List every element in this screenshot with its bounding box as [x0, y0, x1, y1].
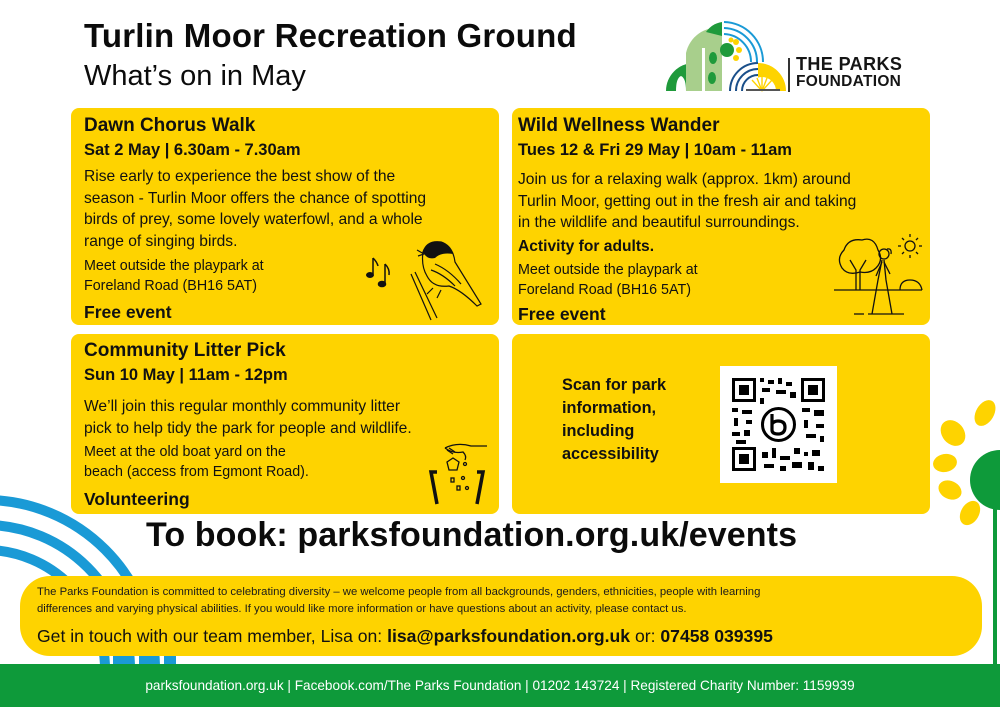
- contact-prefix: Get in touch with our team member, Lisa on:: [37, 626, 388, 646]
- event-card-community-litter-pick: [71, 334, 499, 514]
- event-card-dawn-chorus-walk: [71, 108, 499, 325]
- contact-email-link[interactable]: lisa@parksfoundation.org.uk: [387, 626, 631, 646]
- meet-line: Foreland Road (BH16 5AT): [84, 277, 257, 294]
- logo-wordmark: [796, 56, 902, 90]
- description-line: in the wildlife and beautiful surroundings.: [518, 214, 800, 231]
- event-title: Community Litter Pick: [84, 340, 286, 361]
- event-title: Dawn Chorus Walk: [84, 115, 256, 136]
- qr-code[interactable]: [720, 366, 837, 483]
- meet-line: Meet at the old boat yard on the: [84, 444, 286, 460]
- meet-line: Meet outside the playpark at: [518, 262, 698, 278]
- meet-line: Meet outside the playpark at: [84, 258, 264, 274]
- contact-separator: or:: [630, 626, 661, 646]
- event-audience: Activity for adults.: [518, 238, 655, 255]
- event-type: Free event: [518, 304, 606, 324]
- description-line: birds of prey, some lovely waterfowl, and a whole: [84, 211, 423, 228]
- logo-mark-icon: [664, 18, 788, 96]
- booking-link[interactable]: To book: parksfoundation.org.uk/events: [146, 516, 798, 554]
- description-line: We’ll join this regular monthly community litter: [84, 398, 401, 415]
- qr-label-line: accessibility: [562, 445, 659, 463]
- footer-bar: [0, 664, 1000, 707]
- description-line: Rise early to experience the best show of the: [84, 168, 396, 185]
- event-type: Free event: [84, 302, 172, 322]
- qr-code-icon: [720, 366, 837, 483]
- diversity-statement: [37, 584, 760, 617]
- event-meeting-point: [518, 261, 698, 300]
- qr-label: [562, 374, 702, 466]
- litter-bin-icon: [423, 440, 493, 510]
- event-date: Sat 2 May | 6.30am - 7.30am: [84, 141, 301, 159]
- description-line: pick to help tidy the park for people and wildlife.: [84, 419, 412, 437]
- event-description: [518, 169, 856, 234]
- bird-icon: [361, 234, 491, 322]
- event-meeting-point: [84, 443, 309, 482]
- statement-line: The Parks Foundation is committed to celebrating diversity – we welcome people from all backgrounds, genders, ethnicities, people with learning: [37, 586, 761, 598]
- logo-divider: [788, 58, 790, 92]
- description-line: Turlin Moor, getting out in the fresh air and taking: [518, 192, 857, 210]
- page-subtitle: What’s on in May: [84, 60, 306, 92]
- walker-icon: [834, 228, 926, 320]
- description-line: Join us for a relaxing walk (approx. 1km) around: [518, 171, 851, 188]
- parks-foundation-logo: [664, 18, 924, 96]
- event-date: Sun 10 May | 11am - 12pm: [84, 366, 288, 384]
- description-line: range of singing birds.: [84, 232, 238, 250]
- qr-label-line: Scan for park: [562, 376, 667, 394]
- event-type: Volunteering: [84, 489, 190, 509]
- logo-line-1: THE PARKS: [796, 54, 903, 74]
- page-title: Turlin Moor Recreation Ground: [84, 17, 577, 54]
- meet-line: beach (access from Egmont Road).: [84, 463, 309, 480]
- description-line: season - Turlin Moor offers the chance of spotting: [84, 189, 427, 207]
- event-description: [84, 396, 412, 439]
- event-title: Wild Wellness Wander: [518, 115, 720, 136]
- event-card-wild-wellness-wander: [512, 108, 930, 325]
- contact-line: [37, 626, 773, 647]
- info-panel: [20, 576, 982, 656]
- qr-label-line: including: [562, 422, 635, 440]
- contact-phone-link[interactable]: 07458 039395: [660, 626, 773, 646]
- qr-label-line: information,: [562, 399, 657, 417]
- event-meeting-point: [84, 257, 264, 296]
- event-date: Tues 12 & Fri 29 May | 10am - 11am: [518, 141, 792, 159]
- statement-line: differences and varying physical abilities. If you would like more information or have questions about an activity, please contact us.: [37, 602, 687, 615]
- meet-line: Foreland Road (BH16 5AT): [518, 281, 691, 298]
- footer-text: parksfoundation.org.uk | Facebook.com/The Parks Foundation | 01202 143724 | Registered Charity Number: 1159939: [145, 678, 855, 693]
- logo-line-2: FOUNDATION: [796, 73, 902, 90]
- qr-info-card: [512, 334, 930, 514]
